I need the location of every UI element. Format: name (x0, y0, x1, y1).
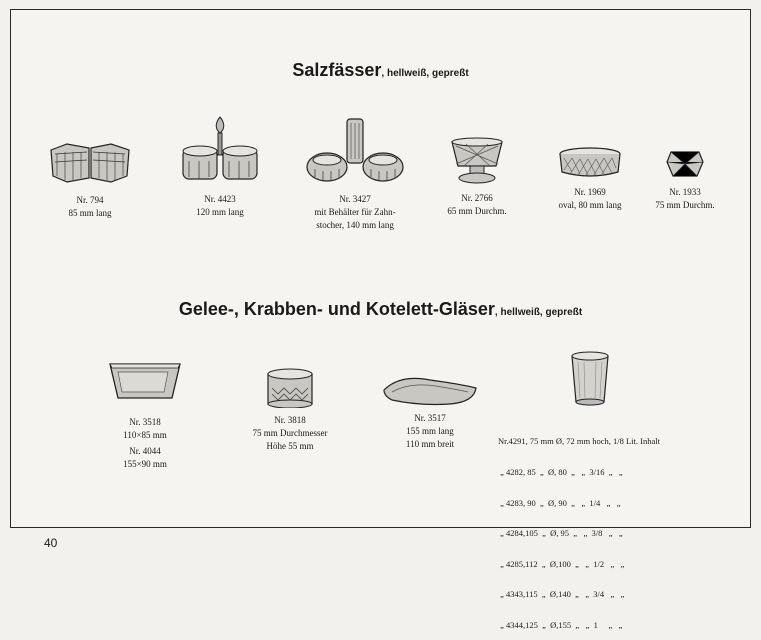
table-row: „ 4283, 90 „ Ø, 90 „ „ 1/4 „ „ (498, 497, 621, 508)
product-4423: Nr. 4423 120 mm lang (170, 115, 270, 219)
page-number: 40 (44, 536, 58, 550)
product-2766: Nr. 2766 65 mm Durchm. (432, 136, 522, 218)
table-row: „ 4284,105 „ Ø, 95 „ „ 3/8 „ „ (498, 528, 623, 539)
tumbler-spec-table (498, 416, 660, 640)
footed-salt-cellar-illustration (450, 136, 504, 186)
product-794: Nr. 794 85 mm lang (40, 140, 140, 220)
salt-dish-toothpick-holder-illustration (305, 115, 405, 185)
product-3517: Nr. 3517 155 mm lang 110 mm breit (375, 372, 485, 451)
product-1933: Nr. 1933 75 mm Durchm. (640, 148, 730, 212)
section-title-salzfaesser: Salzfässer, hellweiß, gepreßt (292, 60, 469, 80)
salt-dish-handle-illustration (175, 115, 265, 185)
round-salt-dish-illustration (665, 148, 705, 180)
table-row: Nr.4291, 75 mm Ø, 72 mm hoch, 1/8 Lit. Inhalt (498, 436, 660, 447)
tumbler-glass-item (568, 350, 612, 413)
table-row: „ 4285,112 „ Ø,100 „ „ 1/2 „ „ (498, 558, 625, 569)
oval-salt-dish-illustration (558, 146, 622, 180)
rectangular-dish-illustration (108, 360, 182, 404)
table-row: „ 4343,115 „ Ø,140 „ „ 3/4 „ „ (498, 589, 625, 600)
product-3518: Nr. 3518 110×85 mm Nr. 4044 155×90 mm (90, 360, 200, 471)
product-3427: Nr. 3427 mit Behälter für Zahn- stocher, 140 mm lang (295, 115, 415, 232)
product-1969: Nr. 1969 oval, 80 mm lang (540, 146, 640, 212)
cutlet-dish-illustration (380, 372, 480, 408)
product-3818: Nr. 3818 75 mm Durchmesser Höhe 55 mm (240, 368, 340, 453)
salt-dish-double-illustration (47, 140, 133, 186)
table-row: „ 4282, 85 „ Ø, 80 „ „ 3/16 „ „ (498, 467, 623, 478)
round-jelly-glass-illustration (264, 368, 316, 408)
table-row: „ 4344,125 „ Ø,155 „ „ 1 „ „ (498, 620, 623, 631)
tumbler-glass-illustration (568, 350, 612, 408)
section-title-gelee-glaeser: Gelee-, Krabben- und Kotelett-Gläser, hellweiß, gepreßt (178, 299, 583, 319)
